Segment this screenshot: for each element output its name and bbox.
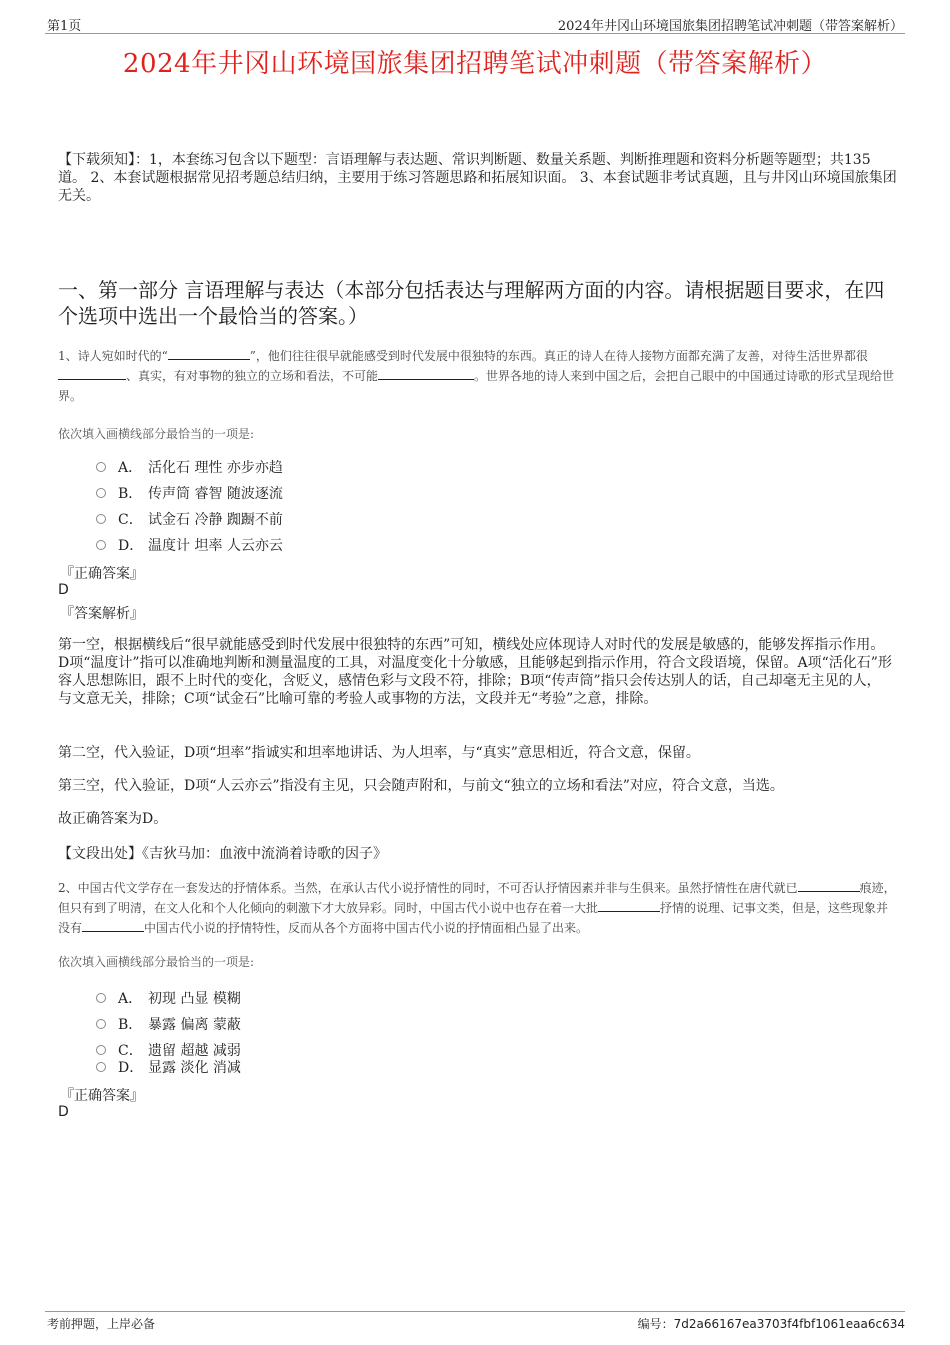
q1-correct-label: 『正确答案』 (60, 566, 144, 582)
q1-option-a[interactable]: A． 活化石 理性 亦步亦趋 (96, 457, 283, 477)
q1-analysis-paragraph: 第三空，代入验证，D项“人云亦云”指没有主见，只会随声附和，与前文“独立的立场和看法”对应，符合文意，当选。 (58, 778, 784, 794)
blank-3 (378, 367, 474, 380)
footer-divider (45, 1311, 905, 1312)
q1-option-d[interactable]: D． 温度计 坦率 人云亦云 (96, 535, 283, 555)
download-notice: 【下载须知】：1，本套练习包含以下题型：言语理解与表达题、常识判断题、数量关系题、判断推理题和资料分析题等题型；共135道。 2、本套试题根据常见招考题总结归纳，主要用于练习答题思路和拓展知识面。 3、本套试题非考试真题，且与井冈山环境国旅集团无关。 (58, 152, 897, 204)
q1-source: 【文段出处】《吉狄马加：血液中流淌着诗歌的因子》 (58, 846, 387, 862)
question-1-stem: 1、诗人宛如时代的“ ”，他们往往很早就能感受到时代发展中很独特的东西。真正的诗人在待人接物方面都充满了友善，对待生活世界都很、真实，有对事物的独立的立场和看法，不可能 。世界各地的诗人来到中国之后，会把自己眼中的中国通过诗歌的形式呈现给世界。 (58, 349, 895, 403)
header-doc-title: 2024年井冈山环境国旅集团招聘笔试冲刺题（带答案解析） (557, 19, 903, 34)
blank-2 (58, 367, 126, 380)
radio-icon[interactable] (96, 1019, 106, 1029)
radio-icon[interactable] (96, 514, 106, 524)
q2-option-d[interactable]: D． 显露 淡化 消减 (96, 1057, 241, 1077)
footer-code: 编号：7d2a66167ea3703f4fbf1061eaa6c634 (637, 1317, 905, 1331)
q1-analysis-label: 『答案解析』 (60, 606, 144, 622)
question-2-prompt: 依次填入画横线部分最恰当的一项是: (58, 955, 255, 969)
radio-icon[interactable] (96, 462, 106, 472)
header-divider (45, 33, 905, 34)
q2-option-c[interactable]: C． 遗留 超越 减弱 (96, 1040, 241, 1060)
radio-icon[interactable] (96, 1062, 106, 1072)
radio-icon[interactable] (96, 540, 106, 550)
q1-correct-answer: D (58, 582, 69, 598)
q1-analysis-paragraph: 第二空，代入验证，D项“坦率”指诚实和坦率地讲话、为人坦率，与“真实”意思相近，符合文意，保留。 (58, 745, 700, 761)
radio-icon[interactable] (96, 1045, 106, 1055)
question-2-stem: 2、中国古代文学存在一套发达的抒情体系。当然，在承认古代小说抒情性的同时，不可否认抒情因素并非与生俱来。虽然抒情性在唐代就已 痕迹，但只有到了明清，在文人化和个人化倾向的刺激下才大放异彩。同时，中国古代小说中也存在着一大批 抒情的说理、记事文类，但是，这些现象并没有 中国古代小说的抒情特性，反而从各个方面将中国古代小说的抒情面相凸显了出来。 (58, 881, 896, 935)
page-number: 第1页 (47, 19, 82, 34)
q1-analysis-paragraph: 第一空，根据横线后“很早就能感受到时代发展中很独特的东西”可知，横线处应体现诗人对时代的发展是敏感的，能够发挥指示作用。D项“温度计”指可以准确地判断和测量温度的工具，对温度变化十分敏感，且能够起到指示作用，符合文段语境，保留。A项“活化石”形容人思想陈旧，跟不上时代的变化，含贬义，感情色彩与文段不符，排除；B项“传声筒”指只会传达别人的话，自己却毫无主见的人，与文意无关，排除；C项“试金石”比喻可靠的考验人或事物的方法，文段并无“考验”之意，排除。 (58, 637, 892, 707)
blank-1 (798, 879, 860, 892)
q2-correct-answer: D (58, 1104, 69, 1120)
q2-option-b[interactable]: B． 暴露 偏离 蒙蔽 (96, 1014, 241, 1034)
q1-option-b[interactable]: B． 传声筒 睿智 随波逐流 (96, 483, 283, 503)
radio-icon[interactable] (96, 993, 106, 1003)
blank-1 (168, 347, 250, 360)
q1-analysis-paragraph: 故正确答案为D。 (58, 811, 168, 827)
footer-slogan: 考前押题，上岸必备 (47, 1317, 156, 1331)
q2-option-a[interactable]: A． 初现 凸显 模糊 (96, 988, 241, 1008)
blank-3 (82, 919, 144, 932)
q2-correct-label: 『正确答案』 (60, 1088, 144, 1104)
question-1-prompt: 依次填入画横线部分最恰当的一项是: (58, 427, 255, 441)
section-heading: 一、第一部分 言语理解与表达（本部分包括表达与理解两方面的内容。请根据题目要求，在四个选项中选出一个最恰当的答案。） (58, 278, 885, 328)
q1-option-c[interactable]: C． 试金石 冷静 踟蹰不前 (96, 509, 283, 529)
blank-2 (598, 899, 660, 912)
radio-icon[interactable] (96, 488, 106, 498)
page-title: 2024年井冈山环境国旅集团招聘笔试冲刺题（带答案解析） (122, 49, 828, 79)
